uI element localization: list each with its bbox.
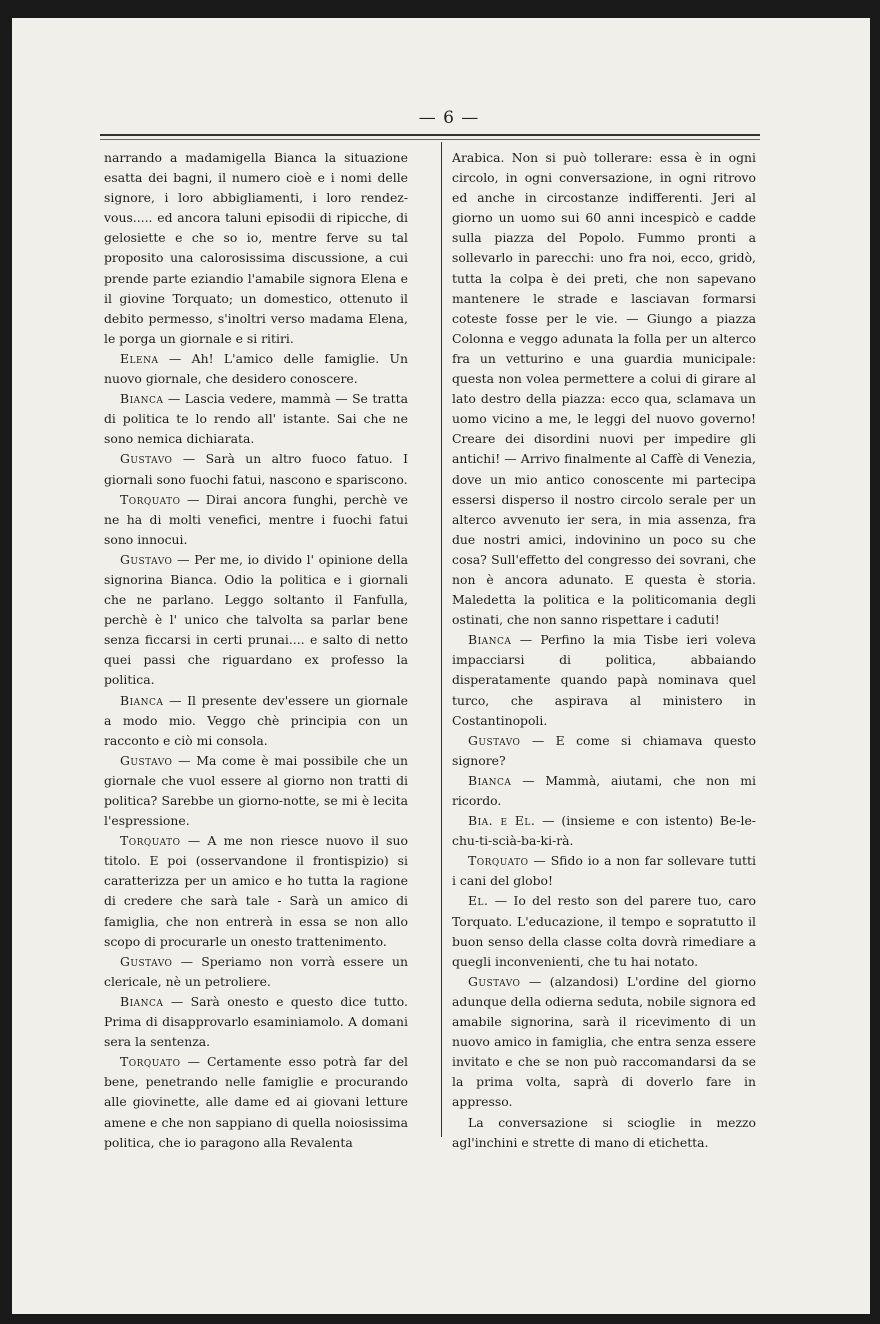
speaker-name: Elena — [120, 350, 159, 366]
dialogue-line: Bianca — Sarà onesto e questo dice tutto. Prima di disapprovarlo esaminiamolo. A domani sera la sentenza. — [104, 993, 408, 1050]
speaker-name: Torquato — [120, 1054, 181, 1070]
dialogue-line: Gustavo — Ma come è mai possibile che un giornale che vuol essere al giorno non tratti di politica? Sarebbe un giorno-notte, se mi è lecita l'espressione. — [104, 752, 408, 829]
speaker-name: Bia. e El. — [468, 813, 536, 829]
header-rule — [100, 134, 760, 136]
speaker-name: Bianca — [120, 993, 164, 1009]
speaker-name: El. — [468, 893, 489, 909]
page-number: — 6 — — [418, 108, 480, 128]
dialogue-line: Gustavo — Per me, io divido l' opinione della signorina Bianca. Odio la politica e i giornali che ne parlano. Leggo soltanto il Fanfulla, perchè è l' unico che talvolta sa parlar bene senza ficcarsi in certi prunai.... e salto di netto quei passi che riguardano ex professo la politica. — [104, 551, 408, 688]
speaker-name: Bianca — [120, 692, 164, 708]
page-sheet — [12, 18, 870, 1314]
dialogue-line: Torquato — Certamente esso potrà far del bene, penetrando nelle famiglie e procurando alle giovinette, alle dame ed ai giovani letture amene e che non sappiano di quella noiosissima politica, che io paragono alla Revalenta — [104, 1054, 408, 1150]
speaker-name: Bianca — [468, 772, 512, 788]
speaker-name: Torquato — [120, 491, 181, 507]
dialogue-line: Gustavo — E come si chiamava questo signore? — [452, 732, 756, 768]
speaker-name: Gustavo — [468, 973, 521, 989]
dialogue-line: Gustavo — Sarà un altro fuoco fatuo. I giornali sono fuochi fatui, nascono e spariscono. — [104, 451, 408, 487]
speaker-name: Gustavo — [468, 732, 521, 748]
dialogue-line: Bianca — Lascia vedere, mammà — Se tratta di politica te lo rendo all' istante. Sai che ne sono nemica dichiarata. — [104, 391, 408, 447]
speaker-name: Bianca — [120, 391, 164, 407]
dialogue-line: Bianca — Il presente dev'essere un giornale a modo mio. Veggo chè principia con un racconto e ciò mi consola. — [104, 692, 408, 748]
dialogue-line: Elena — Ah! L'amico delle famiglie. Un nuovo giornale, che desidero conoscere. — [104, 350, 408, 387]
dialogue-line: Torquato — Sfido io a non far sollevare tutti i cani del globo! — [452, 853, 756, 889]
dialogue-line: El. — Io del resto son del parere tuo, caro Torquato. L'educazione, il tempo e sopratutto il buon senso della classe colta dovrà rimediare a quegli inconvenienti, che tu hai notato. — [452, 893, 756, 969]
dialogue-line: Bia. e El. — (insieme e con istento) Be-le-chu-ti-scià-ba-ki-rà. — [452, 813, 756, 849]
column-divider — [441, 142, 442, 1137]
speaker-name: Torquato — [468, 853, 529, 869]
dialogue-line: Gustavo — Speriamo non vorrà essere un clericale, nè un petroliere. — [104, 953, 408, 989]
left-column — [104, 148, 408, 1153]
dialogue-line: Gustavo — (alzandosi) L'ordine del giorno adunque della odierna seduta, nobile signora ed amabile signorina, sarà il ricevimento di un nuovo amico in famiglia, che entra senza essere invitato e che se non può raccomandarsi da se la prima volta, saprà di doverlo fare in appresso. — [452, 973, 756, 1110]
dialogue-line: Bianca — Perfino la mia Tisbe ieri voleva impacciarsi di politica, abbaiando disperatamente quando papà nominava quel turco, che aspirava al ministero in Costantinopoli. — [452, 632, 756, 728]
dialogue-line: Bianca — Mammà, aiutami, che non mi ricordo. — [452, 772, 756, 808]
paragraph: Arabica. Non si può tollerare: essa è in ogni circolo, in ogni conversazione, in ogni ritrovo ed anche in circostanze indifferenti. Jeri al giorno un uomo sui 60 anni incespicò e cadde sulla piazza del Popolo. Fummo pronti a sollevarlo in parecchi: uno fra noi, ecco, gridò, tutta la colpa è dei preti, che non sapevano mantenere le strade e lasciavan formarsi coteste fosse per le vie. — Giungo a piazza Colonna e veggo adunata la folla per un alterco fra un vetturino e una guardia municipale: questa non volea permettere a colui di girare al lato destro della piazza: ecco qua, sclamava un uomo vicino a me, le leggi del nuovo governo! Creare dei disordini nuovi per impedire gli antichi! — Arrivo finalmente al Caffè di Venezia, dove un mio antico conoscente mi partecipa essersi disperso il nostro circolo serale per un alterco avvenuto ier sera, in mia assenza, fra due nostri amici, indovinino un poco su che cosa? Sull'effetto del congresso dei sovrani, che non è ancora adunato. E questa è storia. Maledetta la politica e la politicomania degli ostinati, che non sanno rispettare i caduti! — [452, 150, 756, 628]
header-rule-thin — [100, 139, 760, 140]
speaker-name: Gustavo — [120, 451, 173, 467]
dialogue-line: Torquato — Dirai ancora funghi, perchè ve ne ha di molti venefici, mentre i fuochi fatui sono innocui. — [104, 491, 408, 547]
speaker-name: Gustavo — [120, 953, 173, 969]
speaker-name: Bianca — [468, 632, 512, 648]
speaker-name: Gustavo — [120, 551, 173, 567]
speaker-name: Torquato — [120, 833, 181, 849]
paragraph: narrando a madamigella Bianca la situazione esatta dei bagni, il numero cioè e i nomi delle signore, i loro abbigliamenti, i loro rendez-vous..... ed ancora taluni episodii di ripicche, di gelosiette e che so io, mentre ferve su tal proposito una calorosissima discussione, a cui prende parte eziandio l'amabile signora Elena e il giovine Torquato; un domestico, ottenuto il debito permesso, s'inoltri verso madama Elena, le porga un giornale e si ritiri. — [104, 150, 408, 346]
closing-paragraph: La conversazione si scioglie in mezzo agl'inchini e strette di mano di etichetta. — [452, 1114, 756, 1150]
right-column — [452, 148, 756, 1153]
dialogue-line: Torquato — A me non riesce nuovo il suo titolo. E poi (osservandone il frontispizio) si caratterizza per un amico e ho tutta la ragione di credere che sarà tale - Sarà un amico di famiglia, che non entrerà in essa se non allo scopo di procurarle un onesto trattenimento. — [104, 833, 408, 949]
speaker-name: Gustavo — [120, 752, 173, 768]
